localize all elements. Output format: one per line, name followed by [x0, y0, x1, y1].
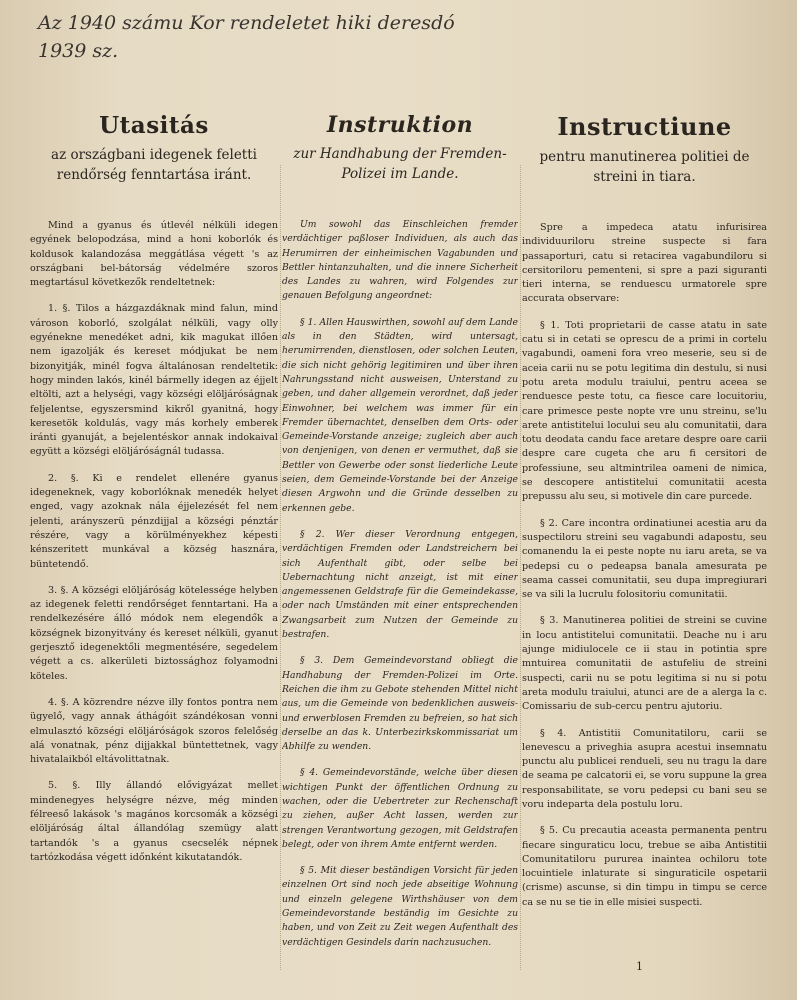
column-subtitle: az országbani idegenek feletti rendőrség fenntartása iránt.	[51, 147, 257, 183]
paragraph: 2. §. Ki e rendelet ellenére gyanus idegeneknek, vagy koborlóknak menedék helyet enged, vagy azoknak nála éjjelezését fel nem jelenti, arányszerü pénzdijjal a községi pénztár részére, vagy a körülményekhez képesti kénszeritett munkával a község hasznára, büntetendő.	[30, 472, 278, 570]
paragraph: § 3. Manutinerea politiei de streini se cuvine in locu antistitelui comunitatii. Deache nu i aru ajunge midiulocele ce ii stau in potintia spre mntuirea comunitatii de astufeliu de streini suspecti, carii nu se potu legitima si nu si potu areta modulu traiului, atunci are de a alerga la c. Comissariu de sub-cercu pentru ajutoriu.	[522, 615, 767, 713]
romanian-column	[522, 112, 767, 992]
paragraph: § 3. Dem Gemeindevorstand obliegt die Handhabung der Fremden-Polizei im Orte. Reichen die ihm zu Gebote stehenden Mittel nicht aus, um die Gemeinde von bedenklichen ausweis- und erwerblosen Fremden zu befreien, so hat sich derselbe an das k. Unterbezirkskommissariat um Abhilfe zu wenden.	[282, 655, 518, 753]
paragraph: 3. §. A községi elöljáróság kötelessége helyben az idegenek feletti rendőrséget fenntartani. Ha a rendelkezésére álló módok nem elegendők a községnek bizonyitvány és kereset nélküli, gyanut gerjesztő idegenektőli megmentésére, segedelem végett a cs. alkerületi biztossághoz folyamodni köteles.	[30, 584, 278, 682]
paragraph: § 2. Care incontra ordinatiunei acestia aru da suspectiloru streini seu vagabundi adapostu, seu comanendu la ei peste nopte nu iaru areta, se va pedepsi cu o pedeapsa banala amesurata pe seama cassei comunitatii, seu dupa impregiurari se va sili la lucrulu folositoriu comunitatii.	[522, 517, 767, 601]
paragraph: Mind a gyanus és útlevél nélküli idegen egyének belopodzása, mind a honi koborlók és koldusok kalandozása meggátlása végett 's az országbani bel-bátorság védelmére szoros megtartásul következők rendeltetnek:	[30, 220, 278, 289]
paragraph: § 2. Wer dieser Verordnung entgegen, verdächtigen Fremden oder Landstreichern bei sich Aufenthalt gibt, oder selbe bei Uebernachtung nicht anzeigt, ist mit einer angemessenen Geldstrafe für die Gemeindekasse, oder nach Umständen mit einer entsprechenden Zwangsarbeit zum Nutzen der Gemeinde zu bestrafen.	[282, 528, 518, 641]
page-number: 1	[636, 960, 643, 973]
paragraph: § 4. Antistitii Comunitatiloru, carii se lenevescu a priveghia asupra acestui insemnatu punctu alu publicei rendueli, seu nu tragu la dare de seama pe calcatorii ei, se voru suppune la grea responsabilitate, se voru pedepsi cu bani seu se voru indeparta dela postulu loru.	[522, 727, 767, 810]
paragraph: 4. §. A közrendre nézve illy fontos pontra nem ügyelő, vagy annak áthágóit szándékosan vonni elmulasztó községi elöljáróságok szoros felelőség alá vonatnak, pénz dijjakkal büntettetnek, vagy hivatalaikból eltávolittatnak.	[30, 696, 278, 766]
paragraph: § 1. Allen Hauswirthen, sowohl auf dem Lande als in den Städten, wird untersagt, herumirrenden, dienstlosen, oder solchen Leuten, die sich nicht gehörig legitimiren und über ihren Nahrungsstand nicht ausweisen, Unterstand zu geben, und daher allgemein verordnet, daß jeder Einwohner, bei welchem was immer für ein Fremder übernachtet, denselben dem Orts- oder Gemeinde-Vorstande anzeige; zugleich aber auch von denjenigen, von denen er vermuthet, daß sie Bettler von Gewerbe oder sonst liederliche Leute seien, dem Gemeinde-Vorstande bei der Anzeige diesen Argwohn und die Gründe desselben zu erkennen gebe.	[282, 316, 518, 514]
german-column	[282, 112, 518, 992]
column-subtitle: pentru manutinerea politiei de streini in tiara.	[539, 149, 750, 185]
column-title: Utasitás	[99, 112, 209, 139]
paragraph: Spre a impedeca atatu infurisirea individuuriloru streine suspecte si fara passaporturi, catu si retacirea vagabundiloru si cersitoriloru pementeni, si spre a pazi siguranti tieri interna, se renduescu urmatorele spre accurata observare:	[522, 222, 767, 305]
column-subtitle: zur Handhabung der Fremden-Polizei im Lande.	[293, 146, 507, 182]
paragraph: § 5. Cu precautia aceasta permanenta pentru fiecare singuraticu locu, trebue se aiba Antistitii Comunitatiloru pururea inaintea ochiloru tote locuintiele inlaturate si singuraticile ospetarii (crisme) ascunse, si din timpu in timpu se cerce ca se nu se tie in elle misiei suspecti.	[522, 825, 767, 908]
paragraph: § 5. Mit dieser beständigen Vorsicht für jeden einzelnen Ort sind noch jede abseitige Wohnung und einzeln gelegene Wirthshäuser von dem Gemeindevorstande beständig im Gesichte zu haben, und von Zeit zu Zeit wegen Aufenthalt des verdächtigen Gesindels darin nachzusuchen.	[282, 865, 518, 948]
paragraph: § 4. Gemeindevorstände, welche über diesen wichtigen Punkt der öffentlichen Ordnung zu wachen, oder die Uebertreter zur Rechenschaft zu ziehen, außer Acht lassen, werden zur strengen Verantwortung gezogen, mit Geldstrafen belegt, oder von ihrem Amte entfernt werden.	[282, 767, 518, 850]
column-title: Instructiune	[557, 112, 732, 141]
paragraph: § 1. Toti proprietarii de casse atatu in sate catu si in cetati se oprescu de a primi in cortelu vagabundi, oameni fora vreo meserie, seu si de aceia carii nu se potu legitima din destulu, si nusi potu areta modulu traiului, pentru aceea se renduesce peste totu, ca fiesce care locuitoriu, care primesce peste nopte vre unu streinu, se'lu arete antistitelui locului seu alu comunitatii, dara totu deodata candu face aretare despre oare carii despre care cugeta che aru fi cersitori de professiune, seu altmintrilea oameni de nimica, se descopere antistitelui comunitatii acesta prepussu alu seu, si motivele din care purcede.	[522, 319, 767, 503]
paragraph: 1. §. Tilos a házgazdáknak mind falun, mind városon koborló, szolgálat nélküli, vagy olly egyénekne menedéket adni, kik magukat illően nem igazolják és kereset módjukat be nem bizonyitják, minél fogva általánosan rendeltetik: hogy minden lakós, kinél bármelly idegen az éjjelt eltölti, azt a helységi, vagy községi elöljáróságnak feljelentse, egyszersmind kikről gyanitná, hogy keresetök koldulás, vagy más korhely emberek iránti gyanuját, a bejelentéskor annak indokaival együtt a községi elöljáróságnál tudassa.	[30, 303, 278, 458]
handwritten-note-line-2: 1939 sz.	[38, 40, 119, 62]
column-title: Instruktion	[326, 112, 474, 138]
paragraph: Um sowohl das Einschleichen fremder verdächtiger paßloser Individuen, als auch das Herumirren der einheimischen Vagabunden und Bettler hintanzuhalten, und die innere Sicherheit des Landes zu wahren, wird Folgendes zur genauen Befolgung angeordnet:	[282, 219, 518, 302]
column-divider	[520, 165, 521, 970]
handwritten-note-line-1: Az 1940 számu Kor rendeletet hiki deresdó	[38, 12, 455, 34]
column-divider	[280, 165, 281, 970]
paragraph: 5. §. Illy állandó elővigyázat mellet mindenegyes helységre nézve, még minden félreeső lakások 's magános korcsomák a községi elöljáróság által állandólag szemügy alatt tartandók 's a gyanus csecselék népnek tartózkodása végett időnként kikutatandók.	[30, 780, 278, 863]
hungarian-column	[30, 112, 278, 992]
